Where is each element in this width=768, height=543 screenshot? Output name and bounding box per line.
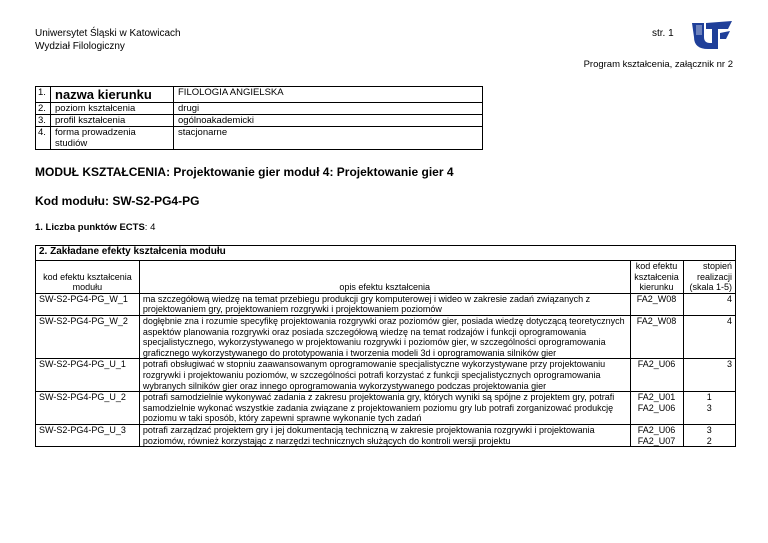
info-num: 4. [36,127,51,150]
effect-code: SW-S2-PG4-PG_W_1 [36,293,140,315]
column-header-row [36,261,736,294]
table-row [36,293,736,315]
info-num: 3. [36,115,51,127]
effect-desc: dogłębnie zna i rozumie specyfikę projektowania rozgrywki oraz poziomów gier, posiada wiedzę dotyczącą teoretycznych aspektów planowania rozgrywki oraz posiada szczegółową wiedzę na temat rodzajów i funkcji oprogramowania specjalistycznego, wykorzystywanego w projektowaniu rozgrywki i poziomów gier, w szczególności oprogramowania graficznego wykorzystywanego do prototypowania i tworzenia modeli 3d i oprogramowania silników gier [139,315,630,358]
effect-field: FA2_U06 [630,359,683,392]
info-row [36,115,483,127]
ects-line [35,222,155,233]
section-header-row [36,246,736,261]
effect-desc: potrafi obsługiwać w stopniu zaawansowanym oprogramowanie specjalistyczne wykorzystywane przy projektowaniu rozgrywki i projektowaniu poziomów, w szczególności potrafi korzystać z funkcji specjalistycznych oprogramowania wybranych silników gier oraz innego oprogramowania wykorzystywanego podczas projektowania gier [139,359,630,392]
header-level: stopień realizacji (skala 1-5) [683,261,735,294]
faculty-name: Wydział Filologiczny [35,41,125,52]
effect-field: FA2_U06 FA2_U07 [630,424,683,446]
header-field-code: kod efektu kształcenia kierunku [630,261,683,294]
program-subtitle: Program kształcenia, załącznik nr 2 [583,59,733,70]
table-row [36,424,736,446]
info-row [36,87,483,103]
ects-label: 1. Liczba punktów ECTS [35,222,145,233]
effect-code: SW-S2-PG4-PG_U_1 [36,359,140,392]
ects-value: : 4 [144,222,156,233]
info-value: drugi [174,103,483,115]
effect-code: SW-S2-PG4-PG_U_3 [36,424,140,446]
info-value: FILOLOGIA ANGIELSKA [174,87,483,103]
learning-effects-table [35,245,736,447]
info-label: poziom kształcenia [51,103,174,115]
info-value: stacjonarne [174,127,483,150]
table-row [36,315,736,358]
effect-level: 3 2 [683,424,735,446]
effect-level: 4 [683,315,735,358]
effect-code: SW-S2-PG4-PG_W_2 [36,315,140,358]
header-desc: opis efektu kształcenia [139,261,630,294]
section-title: 2. Zakładane efekty kształcenia modułu [36,246,736,261]
info-row [36,103,483,115]
table-row [36,359,736,392]
table-row [36,392,736,425]
effect-desc: potrafi zarządzać projektem gry i jej dokumentacją techniczną w zakresie projektowania rozgrywki i projektowania poziomów, również korzystając z narzędzi technicznych służących do kontroli wersji projektu [139,424,630,446]
info-num: 1. [36,87,51,103]
info-label: profil kształcenia [51,115,174,127]
effect-level: 1 3 [683,392,735,425]
info-value: ogólnoakademicki [174,115,483,127]
program-info-table [35,86,483,150]
module-title: MODUŁ KSZTAŁCENIA: Projektowanie gier moduł 4: Projektowanie gier 4 [35,165,454,179]
university-logo [690,19,734,53]
university-name: Uniwersytet Śląski w Katowicach [35,28,181,39]
page-number: str. 1 [652,28,674,39]
effect-code: SW-S2-PG4-PG_U_2 [36,392,140,425]
effect-field: FA2_W08 [630,293,683,315]
info-label: forma prowadzenia studiów [51,127,174,150]
module-code: Kod modułu: SW-S2-PG4-PG [35,194,200,208]
effect-field: FA2_W08 [630,315,683,358]
info-num: 2. [36,103,51,115]
effect-level: 3 [683,359,735,392]
info-row [36,127,483,150]
info-label: nazwa kierunku [51,87,174,103]
effect-desc: potrafi samodzielnie wykonywać zadania z zakresu projektowania gry, których wyniki są spójne z projektem gry, potrafi samodzielnie wykonać wszystkie zadania związane z projektowaniem poziomu gry lub potrafi zorganizować produkcję poziomu w taki sposób, który zapewni sprawne wykonanie tych zadań [139,392,630,425]
effect-desc: ma szczegółową wiedzę na temat przebiegu produkcji gry komputerowej i wideo w zakresie zadań związanych z projektowaniem gry, projektowaniem rozgrywki i projektowaniem poziomów [139,293,630,315]
effect-level: 4 [683,293,735,315]
effect-field: FA2_U01 FA2_U06 [630,392,683,425]
header-code: kod efektu kształcenia modułu [36,261,140,294]
